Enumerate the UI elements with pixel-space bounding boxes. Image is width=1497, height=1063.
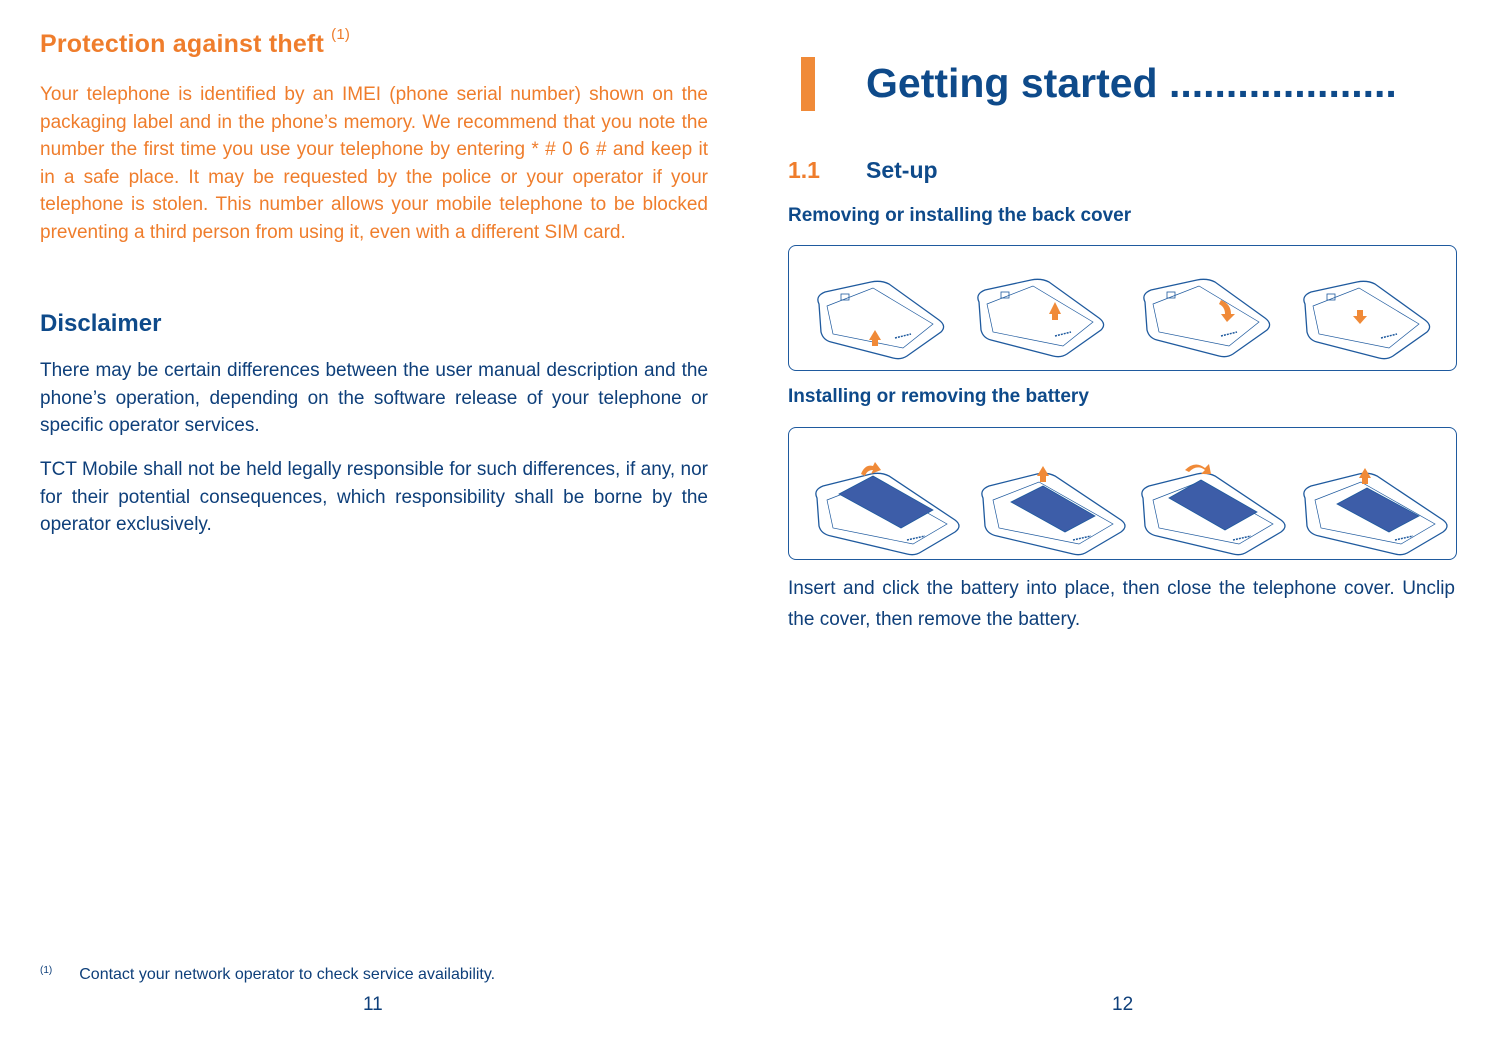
theft-paragraph: Your telephone is identified by an IMEI (phone serial number) shown on the packaging label and in the phone’s memory. We recommend that you note the number the first time you use your telephone by entering * # 0 6 # and keep it in a safe place. It may be requested by the police or your operator if your telephone is stolen. This number allows your mobile telephone to be blocked preventing a third person from using it, even with a different SIM card. — [40, 84, 708, 243]
subheading-back-cover: Removing or installing the back cover — [788, 205, 1132, 226]
disclaimer-heading: Disclaimer — [40, 310, 162, 337]
chapter-marker-bar — [801, 57, 815, 111]
left-page — [0, 0, 748, 1063]
section-number: 1.1 — [788, 157, 820, 183]
chapter-title: Getting started .................... — [866, 60, 1397, 106]
footnote — [40, 966, 495, 984]
footnote-mark: (1) — [40, 965, 53, 976]
cover-step-1 — [818, 281, 944, 358]
cover-step-3 — [1144, 279, 1270, 356]
battery-step-2 — [982, 466, 1125, 555]
battery-instructions: Insert and click the battery into place, then close the telephone cover. Unclip the cover, then remove the battery. — [788, 578, 1455, 630]
subheading-battery: Installing or removing the battery — [788, 386, 1089, 407]
disclaimer-paragraph-2: TCT Mobile shall not be held legally responsible for such differences, if any, nor for their potential consequences, which responsibility shall be borne by the operator exclusively. — [40, 459, 708, 536]
page-number-right: 12 — [1112, 994, 1134, 1015]
cover-step-4 — [1304, 281, 1430, 358]
battery-step-1 — [816, 462, 959, 555]
battery-illustration — [788, 427, 1457, 560]
footnote-ref[interactable]: (1) — [331, 26, 351, 43]
battery-step-3 — [1142, 464, 1285, 555]
battery-step-4 — [1304, 468, 1447, 555]
cover-step-2 — [978, 279, 1104, 356]
theft-title: Protection against theft — [40, 30, 324, 58]
disclaimer-paragraph-1: There may be certain differences between the user manual description and the phone’s operation, depending on the software release of your telephone or specific operator services. — [40, 360, 708, 437]
back-cover-illustration — [788, 245, 1457, 371]
footnote-text: Contact your network operator to check service availability. — [79, 966, 496, 983]
theft-heading — [40, 26, 351, 59]
section-title: Set-up — [866, 157, 938, 183]
page-number-left: 11 — [363, 994, 383, 1015]
